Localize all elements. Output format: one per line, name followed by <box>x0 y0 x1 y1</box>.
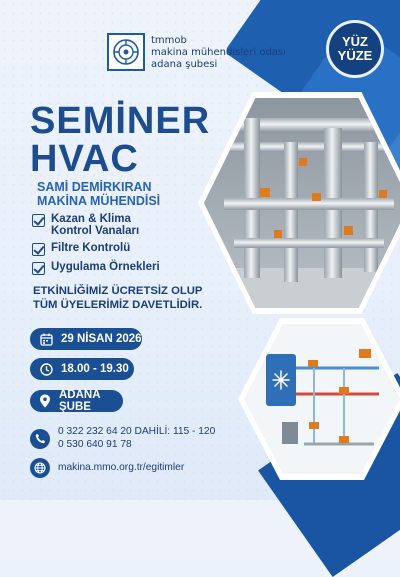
time-pill <box>30 358 134 380</box>
mmo-logo <box>107 33 145 71</box>
calendar-icon <box>39 332 53 346</box>
badge-line-1: YÜZ <box>342 34 368 49</box>
phone-icon <box>30 429 50 449</box>
topic-label: Filtre Kontrolü <box>51 242 131 254</box>
event-location: ADANA ŞUBE <box>59 389 101 413</box>
phone-numbers <box>58 426 215 451</box>
org-line-2: makina mühendisleri odası <box>151 47 286 58</box>
location-pill <box>30 390 123 412</box>
title-hvac: HVAC <box>30 138 139 180</box>
checkbox-icon <box>32 214 45 227</box>
org-line-3: adana şubesi <box>151 59 218 70</box>
topic-item <box>32 213 161 237</box>
speaker-block <box>37 180 160 208</box>
invitation-line-1: ETKİNLİĞİMİZ ÜCRETSİZ OLUP <box>33 285 203 297</box>
location-pin-icon <box>39 394 51 408</box>
badge-line-2: YÜZE <box>337 48 373 63</box>
phone-contact <box>30 426 215 451</box>
clock-icon <box>39 362 53 376</box>
title-seminer: SEMİNER <box>30 100 211 142</box>
website-url[interactable]: makina.mmo.org.tr/egitimler <box>58 461 185 473</box>
topic-label: Uygulama Örnekleri <box>51 261 160 273</box>
topic-label: Kazan & Klima Kontrol Vanaları <box>51 213 140 237</box>
face-to-face-badge <box>326 20 384 78</box>
website-contact <box>30 458 184 478</box>
phone-1: 0 322 232 64 20 DAHİLİ: 115 - 120 <box>58 426 216 437</box>
speaker-name: SAMİ DEMİRKIRAN <box>37 180 152 194</box>
event-time: 18.00 - 19.30 <box>61 363 129 375</box>
website-link[interactable] <box>58 462 184 475</box>
topic-item <box>32 242 161 256</box>
event-date: 29 NİSAN 2026 <box>61 333 142 345</box>
globe-icon <box>30 458 50 478</box>
topics-list <box>32 213 161 280</box>
checkbox-icon <box>32 243 45 256</box>
org-line-1: tmmob <box>151 35 187 46</box>
organization-name <box>151 35 286 71</box>
invitation-text <box>33 284 202 312</box>
speaker-role: MAKİNA MÜHENDİSİ <box>37 194 161 208</box>
date-pill <box>30 328 142 350</box>
checkbox-icon <box>32 262 45 275</box>
phone-2: 0 530 640 91 78 <box>58 438 132 450</box>
invitation-line-2: TÜM ÜYELERİMİZ DAVETLİDİR. <box>33 299 203 311</box>
topic-item <box>32 261 161 275</box>
